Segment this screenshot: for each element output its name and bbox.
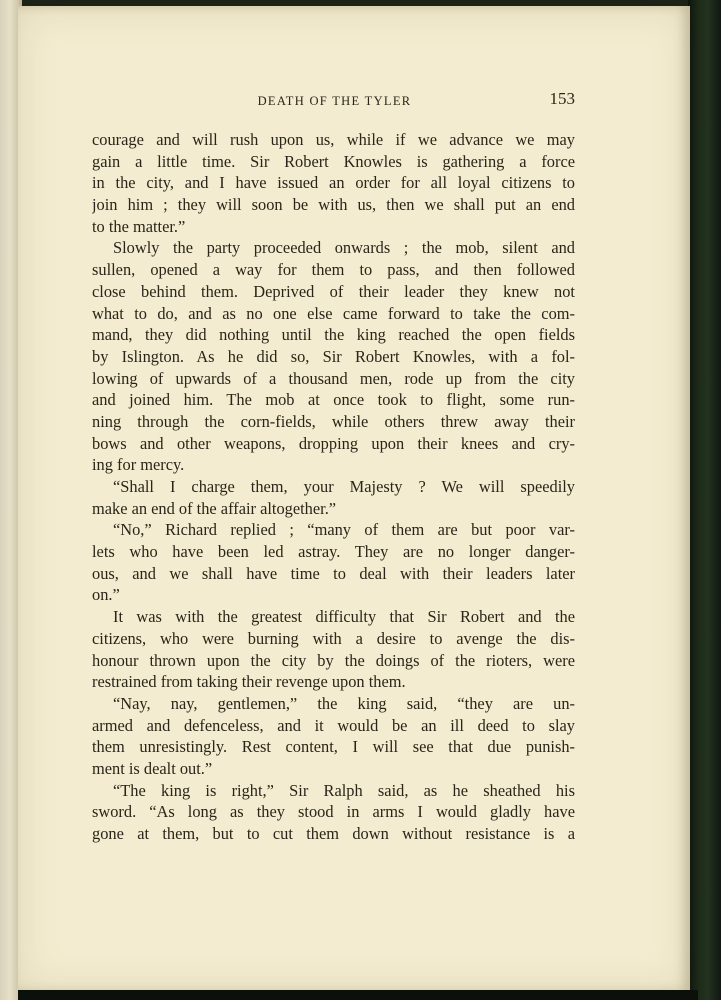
text-line: sullen, opened a way for them to pass, and then followed [92,260,575,280]
text-line: honour thrown upon the city by the doings of the rioters, were [92,650,575,670]
text-line: in the city, and I have issued an order for all loyal citizens to [92,173,575,193]
paragraph-first-line: Slowly the party proceeded onwards ; the mob, silent and [113,238,575,258]
text-line: restrained from taking their revenge upon them. [92,672,406,692]
text-line: lets who have been led astray. They are no longer danger- [92,542,575,562]
bottom-page-shadow [18,990,698,1000]
text-line: ous, and we shall have time to deal with their leaders later [92,563,575,583]
text-line: sword. “As long as they stood in arms I would gladly have [92,802,575,822]
text-line: make an end of the affair altogether.” [92,498,337,518]
text-line: citizens, who were burning with a desire to avenge the dis- [92,628,575,648]
text-line: courage and will rush upon us, while if we advance we may [92,130,575,149]
book-cover-edge [688,0,721,1000]
text-line: what to do, and as no one else came forward to take the com- [92,303,575,323]
page-number: 153 [549,89,575,108]
text-line: them unresistingly. Rest content, I will see that due punish- [92,737,575,757]
text-line: gain a little time. Sir Robert Knowles is gathering a force [92,151,575,171]
text-line: join him ; they will soon be with us, then we shall put an end [92,195,575,215]
text-line: lowing of upwards of a thousand men, rode up from the city [92,368,575,388]
text-line: ning through the corn-fields, while others threw away their [92,411,575,431]
paragraph-first-line: “No,” Richard replied ; “many of them are but poor var- [113,520,575,540]
paragraph-first-line: “Nay, nay, gentlemen,” the king said, “they are un- [113,693,575,713]
text-line: ing for mercy. [92,455,185,475]
paragraph-first-line: It was with the greatest difficulty that Sir Robert and the [113,607,575,627]
body-text [92,129,575,845]
text-line: gone at them, but to cut them down without resistance is a [92,824,575,843]
text-line: on.” [92,585,120,605]
text-line: armed and defenceless, and it would be an ill deed to slay [92,715,575,735]
text-line: and joined him. The mob at once took to flight, some run- [92,390,575,410]
running-title: DEATH OF THE TYLER [257,94,412,108]
text-line: bows and other weapons, dropping upon their knees and cry- [92,433,575,453]
paragraph-first-line: “The king is right,” Sir Ralph said, as he sheathed his [113,780,575,800]
text-line: close behind them. Deprived of their leader they knew not [92,281,575,301]
text-line: by Islington. As he did so, Sir Robert Knowles, with a fol- [92,346,575,366]
paragraph-first-line: “Shall I charge them, your Majesty ? We will speedily [113,477,575,496]
text-line: mand, they did nothing until the king reached the open fields [92,325,575,345]
text-line: ment is dealt out.” [92,758,213,778]
text-line: to the matter.” [92,216,186,236]
page-header [92,88,577,112]
